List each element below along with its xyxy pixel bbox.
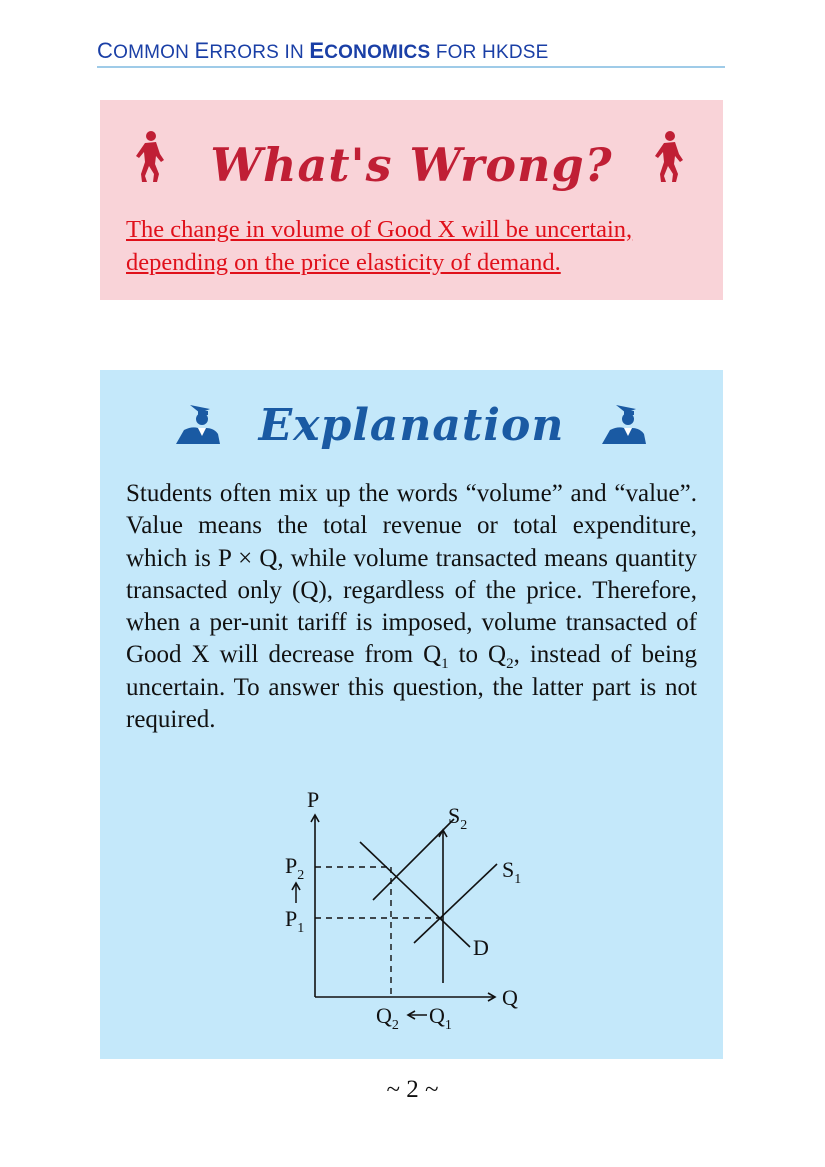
header-letter: E	[309, 38, 325, 63]
whats-wrong-text: The change in volume of Good X will be uncertain, depending on the price elasticity of demand.	[126, 216, 633, 276]
price-axis-label: P	[307, 787, 320, 812]
supply-curve-s2	[373, 819, 454, 900]
p1-label: $P_1$	[285, 906, 305, 936]
explanation-title: Explanation	[258, 400, 565, 451]
supply-demand-diagram	[270, 785, 540, 1045]
whats-wrong-box	[100, 100, 723, 300]
header-word: FOR HKDSE	[430, 42, 549, 63]
s2-label: $S_2$	[448, 803, 468, 833]
header-letter: E	[194, 38, 210, 63]
whats-wrong-title: What's Wrong?	[210, 138, 613, 192]
quantity-axis-label: Q	[502, 985, 518, 1010]
demand-label: D	[473, 935, 489, 960]
header-letter: C	[97, 38, 114, 63]
header-word: RRORS IN	[209, 42, 310, 63]
header-word-economics: CONOMICS	[324, 42, 431, 63]
page-header	[97, 38, 725, 68]
header-word: OMMON	[113, 42, 195, 63]
s1-label: $S_1$	[502, 857, 522, 887]
q1-label: $Q_1$	[429, 1003, 452, 1033]
supply-curve-s1	[414, 864, 497, 943]
explanation-part: Students often mix up the words “volume” and “value”. Value means the total revenue or total expenditure, which is P × Q, while volume transacted means quantity transacted only (Q), regardless of the price. Therefore, when a per-unit tariff is imposed, volume transacted of Good X will decrease from Q	[126, 480, 697, 669]
subscript: 2	[506, 656, 514, 673]
explanation-part: to Q	[448, 641, 507, 669]
explanation-part: , instead of being uncertain. To answer this question, the latter part is not required.	[126, 641, 698, 734]
subscript: 1	[441, 656, 449, 673]
p2-label: $P_2$	[285, 853, 305, 883]
explanation-text	[126, 478, 697, 736]
page-number: ~ 2 ~	[386, 1076, 439, 1103]
q2-label: $Q_2$	[376, 1003, 399, 1033]
